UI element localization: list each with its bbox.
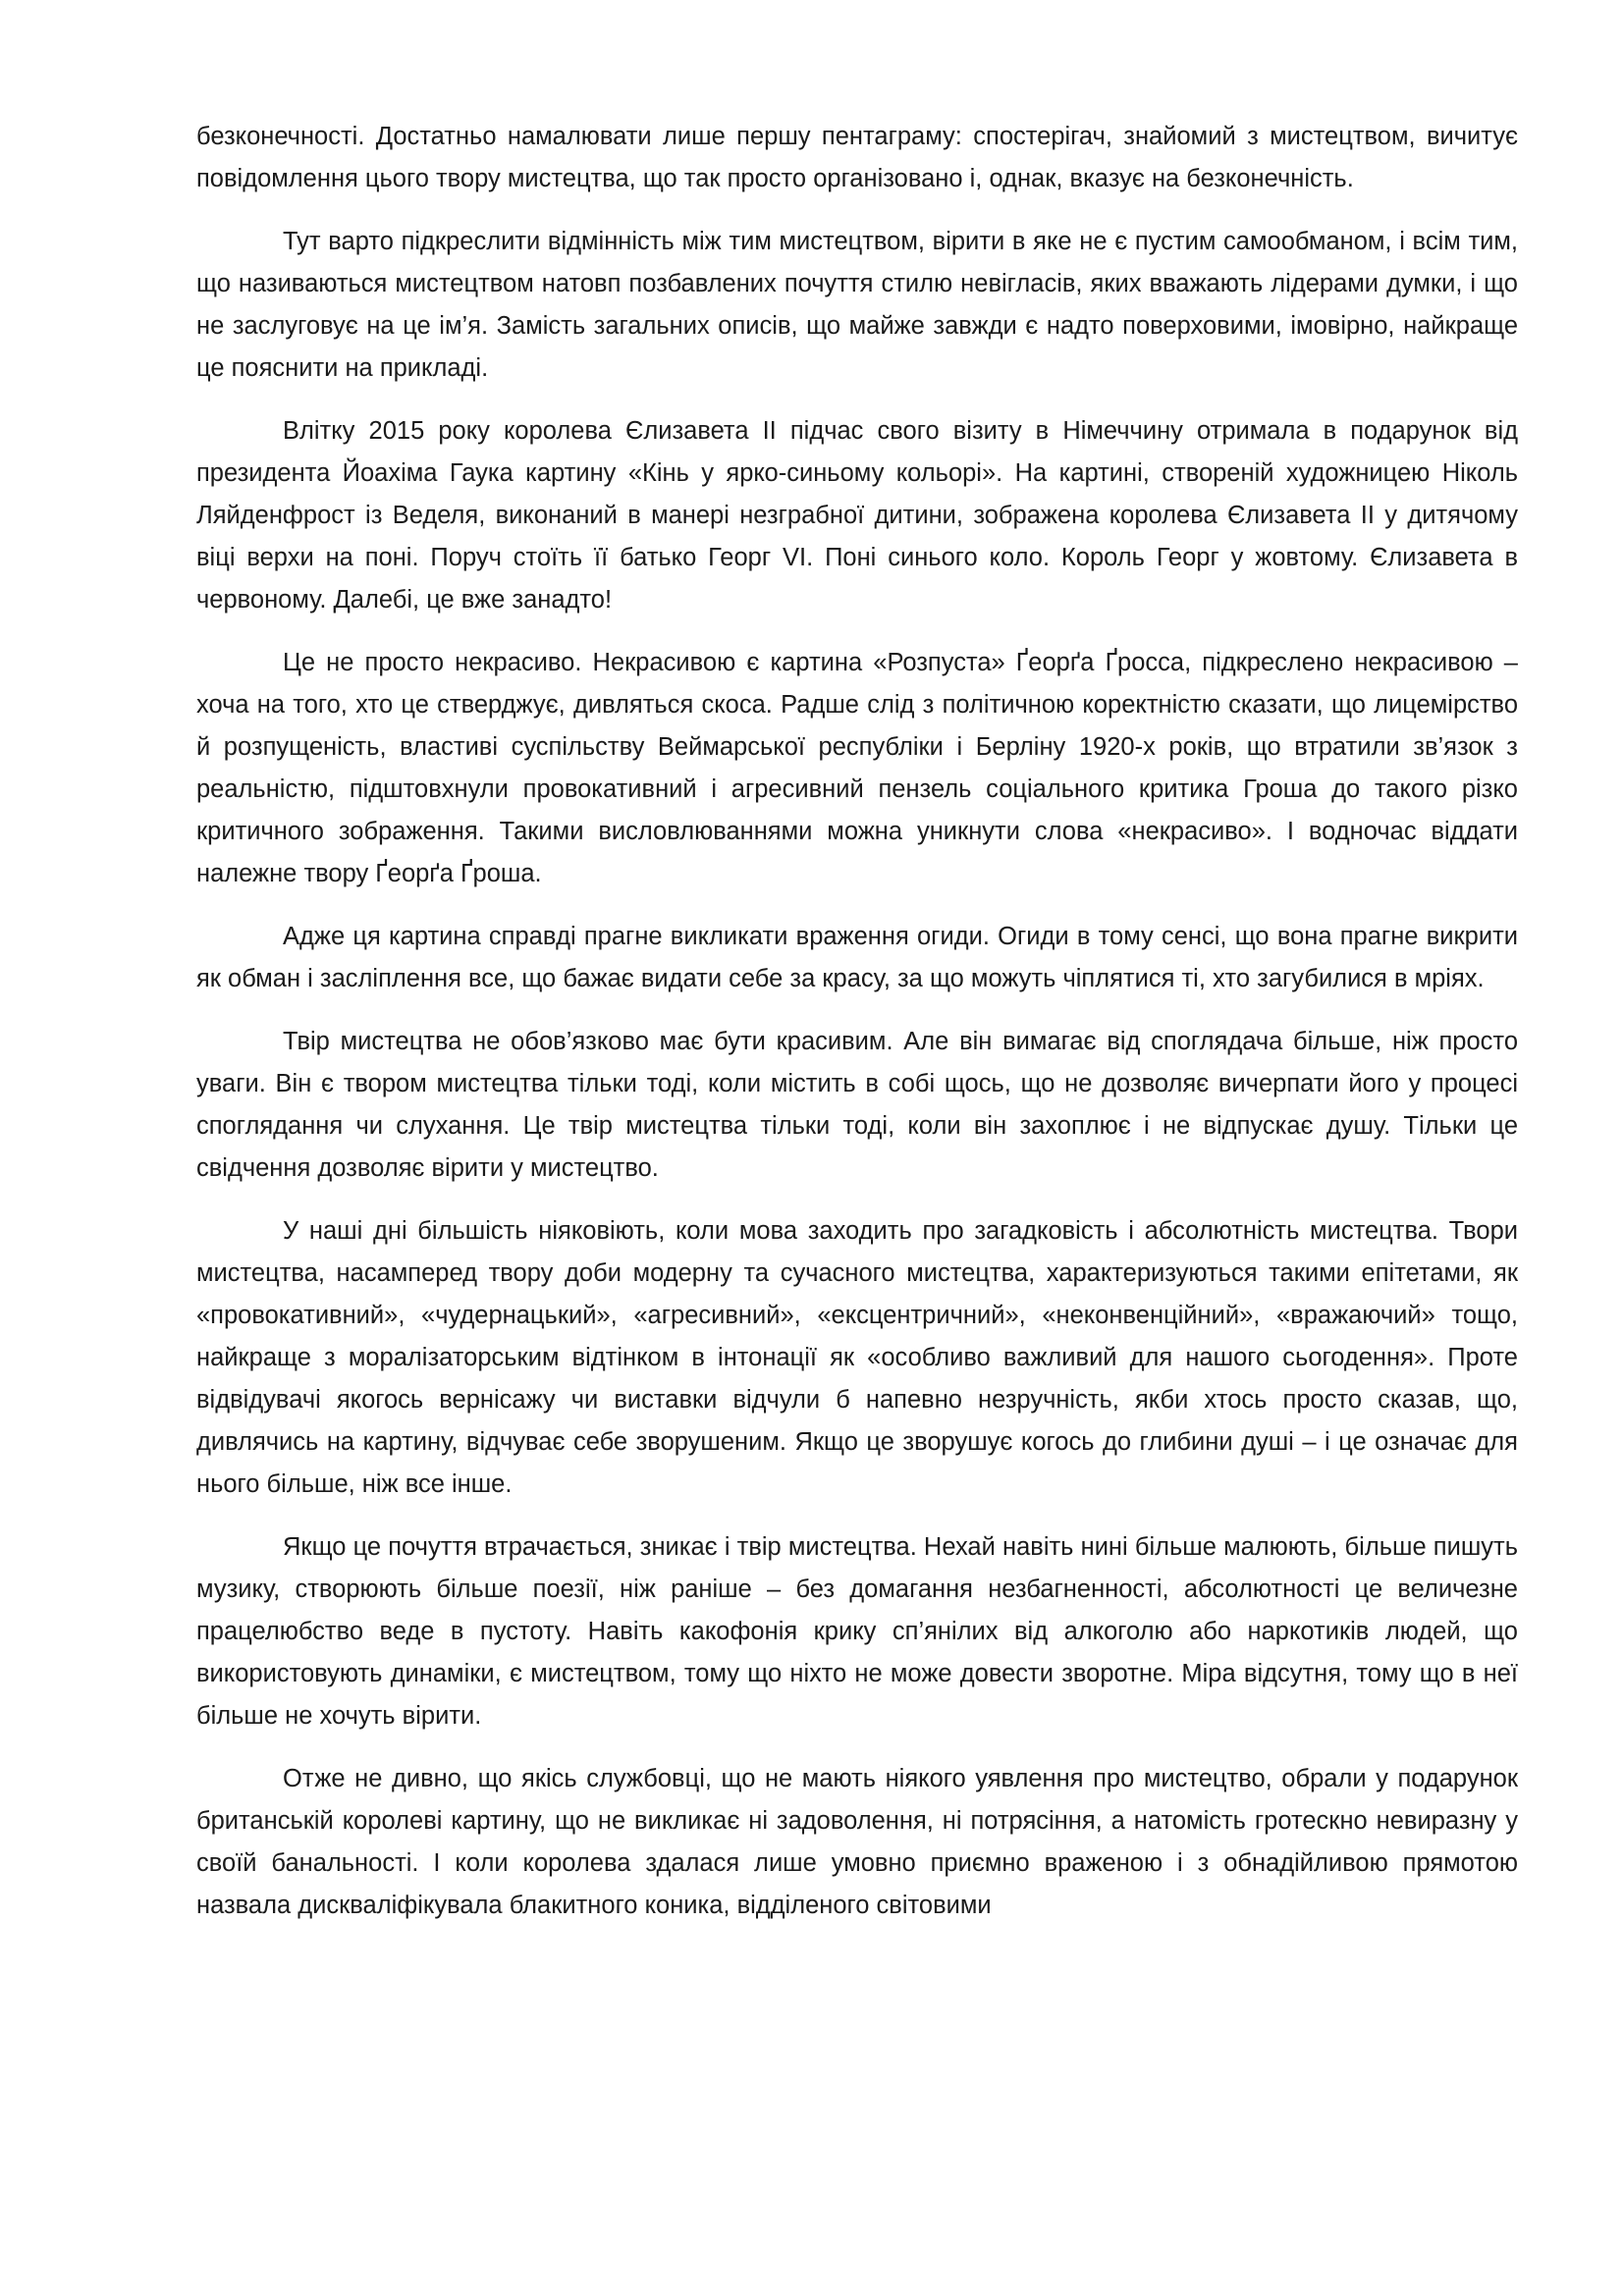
paragraph-7: У наші дні більшість ніяковіють, коли мова заходить про загадковість і абсолютність мистецтва. Твори мистецтва, насамперед твору доби модерну та сучасного мистецтва, характеризуються такими епітетами, як «провокативний», «чудернацький», «агресивний», «ексцентричний», «неконвенційний», «вражаючий» тощо, найкраще з моралізаторським відтінком в інтонації як «особливо важливий для нашого сьогодення». Проте відвідувачі якогось вернісажу чи виставки відчули б напевно незручність, якби хтось просто сказав, що, дивлячись на картину, відчуває себе зворушеним. Якщо це зворушує когось до глибини душі – і це означає для нього більше, ніж все інше. — [196, 1217, 1518, 1498]
paragraph-8: Якщо це почуття втрачається, зникає і твір мистецтва. Нехай навіть нині більше малюють, більше пишуть музику, створюють більше поезії, ніж раніше – без домагання незбагненності, абсолютності це величезне працелюбство веде в пустоту. Навіть какофонія крику сп’янілих від алкоголю або наркотиків людей, що використовують динаміки, є мистецтвом, тому що ніхто не може довести зворотне. Міра відсутня, тому що в неї більше не хочуть вірити. — [196, 1533, 1518, 1730]
paragraph-1: безконечності. Достатньо намалювати лише першу пентаграму: спостерігач, знайомий з мистецтвом, вичитує повідомлення цього твору мистецтва, що так просто організовано і, однак, вказує на безконечність. — [196, 123, 1518, 192]
paragraph-2: Тут варто підкреслити відмінність між тим мистецтвом, вірити в яке не є пустим самообманом, і всім тим, що називаються мистецтвом натовп позбавлених почуття стилю невігласів, яких вважають лідерами думки, і що не заслуговує на це ім’я. Замість загальних описів, що майже завжди є надто поверховими, імовірно, найкраще це пояснити на прикладі. — [196, 228, 1518, 382]
paragraph-3: Влітку 2015 року королева Єлизавета ІІ підчас свого візиту в Німеччину отримала в подарунок від президента Йоахіма Гаука картину «Кінь у яркo-синьому кольорі». На картині, створеній художницею Ніколь Ляйденфрост із Веделя, виконаний в манері незграбної дитини, зображена королева Єлизавета ІІ у дитячому віці верхи на поні. Поруч стоїть її батько Георг VI. Поні синього коло. Король Георг у жовтому. Єлизавета в червоному. Далебі, це вже занадто! — [196, 417, 1518, 614]
paragraph-6: Твір мистецтва не обов’язково має бути красивим. Але він вимагає від споглядача більше, ніж просто уваги. Він є твором мистецтва тільки тоді, коли містить в собі щось, що не дозволяє вичерпати його у процесі споглядання чи слухання. Це твір мистецтва тільки тоді, коли він захоплює і не відпускає душу. Тільки це свідчення дозволяє вірити у мистецтво. — [196, 1028, 1518, 1182]
paragraph-5: Адже ця картина справді прагне викликати враження огиди. Огиди в тому сенсі, що вона прагне викрити як обман і засліплення все, що бажає видати себе за красу, за що можуть чіплятися ті, хто загубилися в мріях. — [196, 923, 1518, 992]
paragraph-4: Це не просто некрасиво. Некрасивою є картина «Розпуста» Ґеорґа Ґросса, підкреслено некрасивою – хоча на того, хто це стверджує, дивляться скоса. Радше слід з політичною коректністю сказати, що лицемірство й розпущеність, властиві суспільству Веймарської республіки і Берліну 1920-х років, що втратили зв’язок з реальністю, підштовхнули провокативний і агресивний пензель соціального критика Гроша до такого різко критичного зображення. Такими висловлюваннями можна уникнути слова «некрасиво». І водночас віддати належне твору Ґеорґа Ґроша. — [196, 649, 1518, 887]
body-text — [196, 116, 1518, 1948]
paragraph-9: Отже не дивно, що якісь службовці, що не мають ніякого уявлення про мистецтво, обрали у подарунок британській королеві картину, що не викликає ні задоволення, ні потрясіння, а натомість гротескно невиразну у своїй банальності. І коли королева здалася лише умовно приємно враженою і з обнадійливою прямотою назвала дискваліфікувала блакитного коника, відділеного світовими — [196, 1765, 1518, 1919]
